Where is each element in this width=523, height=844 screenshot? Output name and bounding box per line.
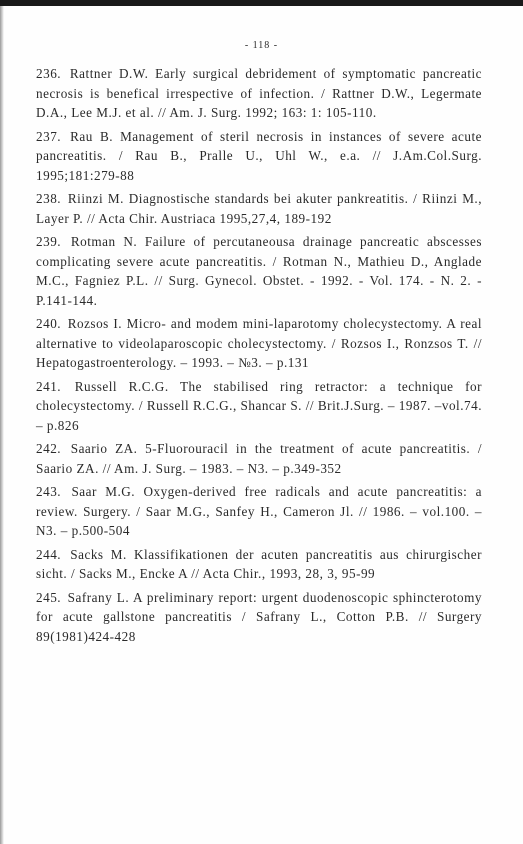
reference-text: Riinzi M. Diagnostische standards bei akuter pankreatitis. / Riinzi M., Layer P. // Acta Chir. Austriaca 1995,27,4, 189-192	[36, 191, 483, 226]
reference-item	[36, 232, 482, 310]
reference-number: 244.	[36, 546, 62, 562]
reference-number: 238.	[36, 191, 62, 206]
reference-item	[36, 314, 482, 373]
top-border-rule	[0, 0, 523, 6]
reference-number: 242.	[36, 441, 62, 456]
reference-item	[36, 439, 482, 478]
reference-number: 243.	[36, 484, 62, 499]
scan-edge-shadow	[0, 6, 4, 844]
reference-text: Saario ZA. 5-Fluorouracil in the treatment of acute pancreatitis. / Saario ZA. // Am. J. Surg. – 1983. – N3. – p.349-352	[36, 441, 483, 476]
reference-number: 241.	[36, 378, 62, 394]
reference-text: Sacks M. Klassifikationen der acuten pancreatitis aus chirurgischer sicht. / Sacks M., Encke A // Acta Chir., 1993, 28, 3, 95-99	[36, 546, 482, 581]
reference-list	[36, 64, 482, 650]
reference-text: Russell R.C.G. The stabilised ring retractor: a technique for cholecystectomy. / Russell R.C.G., Shancar S. // Brit.J.Surg. – 1987. –vol.74. – p.826	[36, 378, 482, 433]
reference-text: Rattner D.W. Early surgical debridement of symptomatic pancreatic necrosis is benefical irrespective of infection. / Rattner D.W., Legermate D.A., Lee M.J. et al. // Am. J. Surg. 1992; 163: 1: 105-110.	[36, 66, 482, 120]
reference-text: Rau B. Management of steril necrosis in instances of severe acute pancreatitis. / Rau B., Pralle U., Uhl W., e.a. // J.Am.Col.Surg. 1995;181:279-88	[36, 128, 483, 183]
reference-item	[36, 588, 482, 647]
reference-number: 239.	[36, 234, 62, 249]
reference-text: Saar M.G. Oxygen-derived free radicals and acute pancreatitis: a review. Surgery. / Saar M.G., Sanfey H., Cameron Jl. // 1986. – vol.100. – N3. – p.500-504	[36, 484, 482, 538]
page-number: - 118 -	[244, 40, 279, 51]
reference-text: Rotman N. Failure of percutaneousa drainage pancreatic abscesses complicating severe acute pancreatitis. / Rotman N., Mathieu D., Anglade M.C., Fagniez P.L. // Surg. Gynecol. Obstet. - 1992. - Vol. 174. - N. 2. - P.141-144.	[36, 234, 482, 308]
reference-number: 237.	[36, 128, 62, 144]
reference-number: 236.	[36, 66, 62, 81]
reference-number: 240.	[36, 316, 62, 331]
reference-number: 245.	[36, 589, 62, 605]
reference-item	[36, 64, 482, 123]
reference-item	[36, 482, 482, 541]
reference-text: Rozsos I. Micro- and modem mini-laparotomy cholecystectomy. A real alternative to videolaparoscopic cholecystectomy. / Rozsos I., Ronzsos T. // Hepatogastroenterology. – 1993. – №3. – p.131	[36, 316, 482, 370]
reference-item	[36, 127, 482, 186]
reference-text: Safrany L. A preliminary report: urgent duodenoscopic sphincterotomy for acute gallstone pancreatitis / Safrany L., Cotton P.B. // Surgery 89(1981)424-428	[36, 589, 483, 644]
reference-item	[36, 189, 482, 228]
reference-item	[36, 545, 482, 584]
reference-item	[36, 377, 482, 436]
